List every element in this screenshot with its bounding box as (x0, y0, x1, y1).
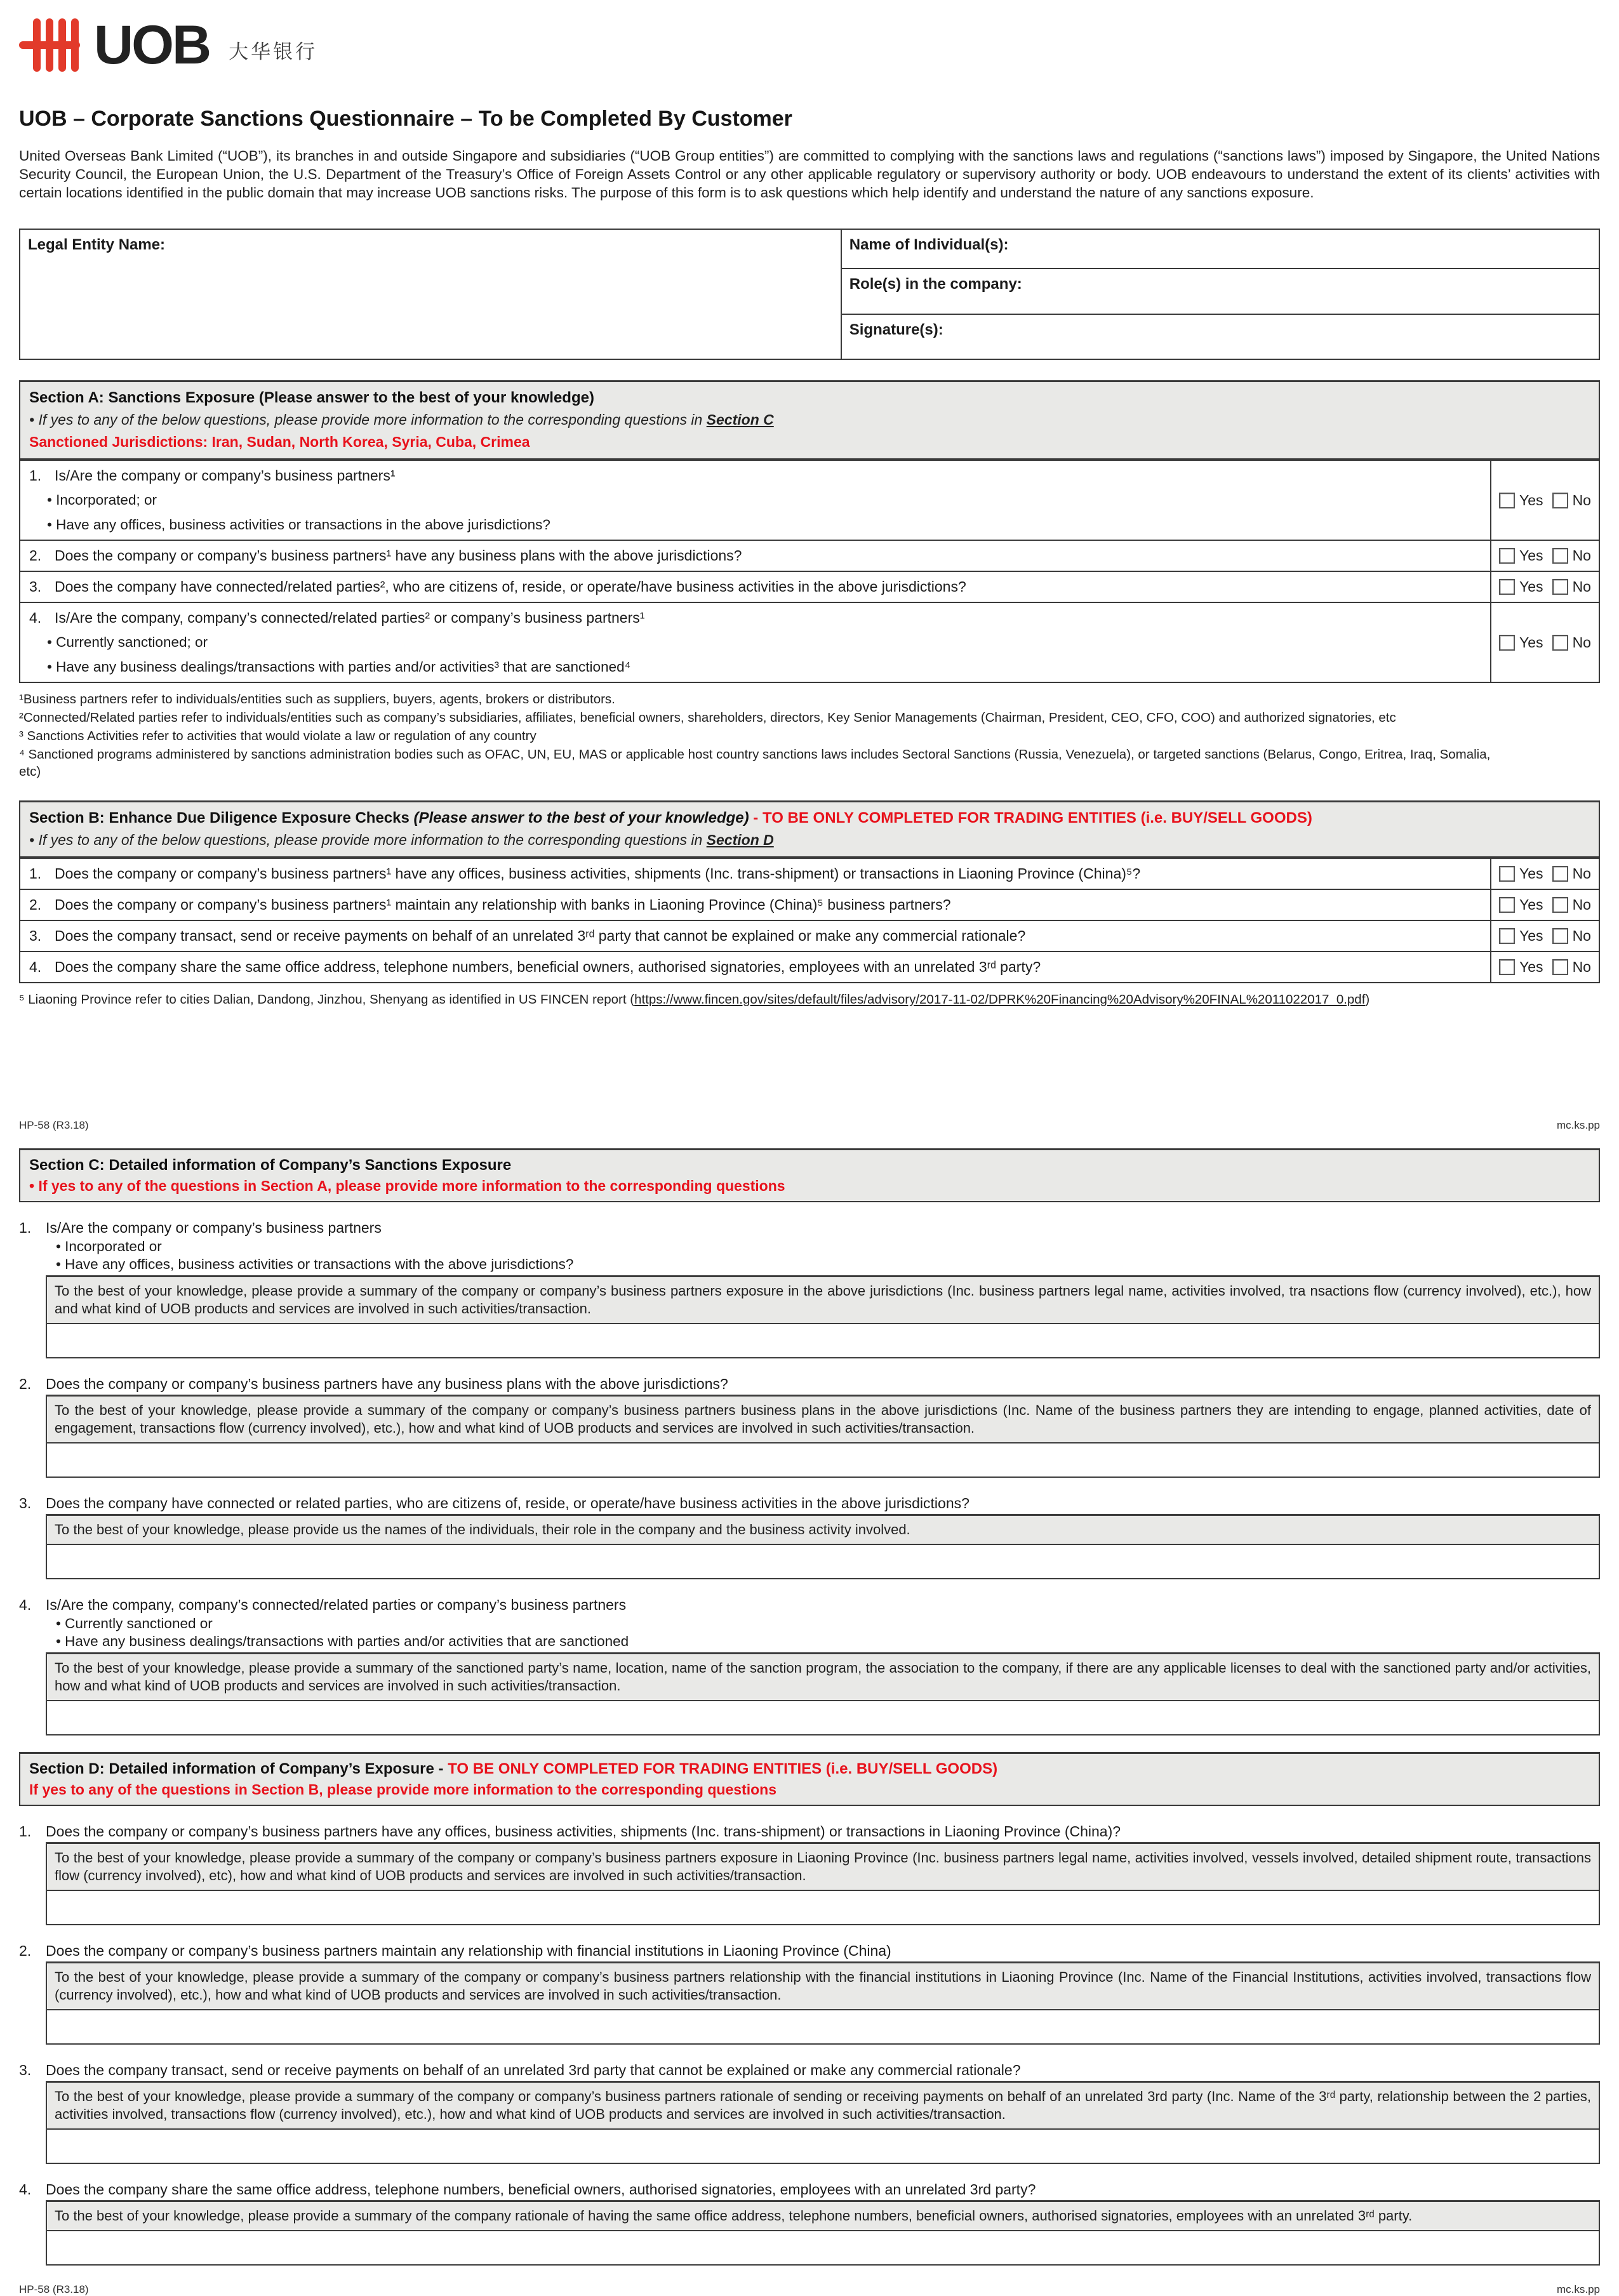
instruction-text: To the best of your knowledge, please provide a summary of the company or company’s business partners business plans in the above jurisdictions (Inc. Name of the business partners they are intending to engage, planned activities, date of engagement, transactions flow (currency involved), etc.), how and what kind of UOB products and services are involved in such activities/transaction. (47, 1397, 1599, 1443)
section-c-item-1 (19, 1219, 1600, 1358)
no-label: No (1572, 578, 1591, 595)
section-a-question-row-2 (20, 540, 1599, 571)
section-b-question-row-3 (20, 920, 1599, 951)
footnote-5-text: ⁵ Liaoning Province refer to cities Dalian, Dandong, Jinzhou, Shenyang as identified in US FINCEN report ( (19, 992, 635, 1007)
question-number: 1. (29, 467, 42, 484)
no-label: No (1572, 547, 1591, 564)
question-text: Does the company or company’s business partners maintain any relationship with financial institutions in Liaoning Province (China) (46, 1942, 891, 1959)
instruction-text: To the best of your knowledge, please provide a summary of the company or company’s business partners rationale of sending or receiving payments on behalf of an unrelated 3rd party (Inc. Name of the 3ʳᵈ party, relationship between the 2 parties, activities involved, transactions flow (currency involved), etc.), how and what kind of UOB products and services are involved in such activities/transaction. (47, 2083, 1599, 2130)
answer-block (46, 1275, 1600, 1358)
answer-box[interactable] (47, 1443, 1599, 1476)
form-code: HP-58 (R3.18) (19, 2283, 89, 2295)
footnote-5 (19, 992, 1600, 1007)
section-d-reference-link: Section D (706, 832, 774, 848)
question-text: Is/Are the company, company’s connected/related parties² or company’s business partners¹ (55, 609, 645, 626)
roles-in-company-field[interactable]: Role(s) in the company: (841, 269, 1599, 314)
yes-label: Yes (1519, 959, 1543, 975)
question-number: 3. (29, 578, 42, 595)
yes-label: Yes (1519, 634, 1543, 651)
no-label: No (1572, 927, 1591, 944)
question-text: Does the company have connected or related parties, who are citizens of, reside, or operate/have business activities in the above jurisdictions? (46, 1495, 969, 1511)
question-text: Does the company or company’s business partners¹ have any business plans with the above jurisdictions? (55, 547, 742, 564)
answer-box[interactable] (47, 1324, 1599, 1357)
answer-box[interactable] (47, 1891, 1599, 1924)
instruction-text: To the best of your knowledge, please provide a summary of the company rationale of having the same office address, telephone numbers, beneficial owners, authorised signatories, employees with an unrelated 3ʳᵈ party. (47, 2202, 1599, 2231)
section-a-header (20, 382, 1599, 460)
no-label: No (1572, 491, 1591, 508)
footnote-2: ²Connected/Related parties refer to individuals/entities such as company’s subsidiaries, affiliates, beneficial owners, shareholders, directors, Key Senior Managements (Chairman, President, CEO, CFO, COO) and authorized signatories, etc (19, 710, 1396, 725)
yes-checkbox[interactable] (1499, 866, 1515, 882)
yes-label: Yes (1519, 896, 1543, 913)
no-checkbox[interactable] (1552, 928, 1568, 944)
section-c-header (19, 1148, 1600, 1202)
section-d-title-main: Section D: Detailed information of Company’s Exposure - (29, 1760, 448, 1777)
answer-box[interactable] (47, 1545, 1599, 1578)
answer-box[interactable] (47, 2130, 1599, 2163)
instruction-text: To the best of your knowledge, please provide a summary of the company or company’s business partners exposure in the above jurisdictions (Inc. business partners legal name, activities involved, tra nsactions flow (currency involved), etc.), how and what kind of UOB products and services are involved in such activities/transaction. (47, 1277, 1599, 1324)
question-text: Is/Are the company, company’s connected/related parties or company’s business partners (46, 1596, 627, 1613)
question-number: 4. (29, 959, 42, 975)
question-text: Does the company have connected/related parties², who are citizens of, reside, or operate/have business activities in the above jurisdictions? (55, 578, 966, 595)
question-text: Does the company transact, send or receive payments on behalf of an unrelated 3ʳᵈ party that cannot be explained or make any commercial rationale? (55, 927, 1026, 944)
fincen-report-link[interactable]: https://www.fincen.gov/sites/default/files/advisory/2017-11-02/DPRK%20Financing%20Advisory%20FINAL%2011022017_0.pdf (634, 992, 1366, 1007)
question-number: 4. (19, 2181, 32, 2198)
answer-block (46, 2081, 1600, 2164)
section-d-title (29, 1760, 1590, 1778)
yes-label: Yes (1519, 927, 1543, 944)
section-d-item-1 (19, 1822, 1600, 1925)
question-bullet: • Incorporated or (56, 1238, 162, 1254)
section-c-item-4 (19, 1596, 1600, 1735)
yes-label: Yes (1519, 547, 1543, 564)
section-b-header (20, 802, 1599, 858)
question-number: 1. (19, 1823, 32, 1840)
answer-block (46, 1395, 1600, 1478)
section-d-item-4 (19, 2180, 1600, 2266)
section-a-question-row-1 (20, 460, 1599, 540)
question-number: 4. (19, 1596, 32, 1613)
section-a-title: Section A: Sanctions Exposure (Please answer to the best of your knowledge) (29, 389, 594, 406)
no-label: No (1572, 634, 1591, 651)
section-b-title-red: - TO BE ONLY COMPLETED FOR TRADING ENTITIES (i.e. BUY/SELL GOODS) (749, 809, 1312, 826)
no-checkbox[interactable] (1552, 897, 1568, 913)
page-2-footer (19, 2283, 1600, 2296)
question-text: Does the company share the same office address, telephone numbers, beneficial owners, authorised signatories, employees with an unrelated 3ʳᵈ party? (55, 959, 1041, 975)
section-b-question-row-4 (20, 951, 1599, 982)
section-c-note: • If yes to any of the questions in Section A, please provide more information to the corresponding questions (29, 1178, 785, 1194)
yes-checkbox[interactable] (1499, 548, 1515, 564)
section-b-title-italic: (Please answer to the best of your knowledge) (413, 809, 749, 826)
question-bullet: • Have any offices, business activities or transactions with the above jurisdictions? (56, 1256, 574, 1272)
no-checkbox[interactable] (1552, 579, 1568, 595)
section-a-note-text: • If yes to any of the below questions, please provide more information to the corresponding questions in (29, 411, 707, 428)
section-d-item-2 (19, 1942, 1600, 2045)
section-a-note (29, 411, 1590, 428)
yes-checkbox[interactable] (1499, 928, 1515, 944)
question-number: 3. (19, 1495, 32, 1511)
question-number: 2. (29, 896, 42, 913)
section-c-reference-link: Section C (706, 411, 774, 428)
section-b-title-main: Section B: Enhance Due Diligence Exposure Checks (29, 809, 414, 826)
no-label: No (1572, 896, 1591, 913)
question-number: 3. (29, 927, 42, 944)
yes-label: Yes (1519, 491, 1543, 508)
question-number: 1. (29, 865, 42, 882)
uob-logo-chinese: 大华银行 (229, 40, 318, 63)
page-title: UOB – Corporate Sanctions Questionnaire – To be Completed By Customer (19, 107, 792, 131)
answer-block (46, 1514, 1600, 1579)
question-text: Is/Are the company or company’s business partners¹ (55, 467, 396, 484)
no-checkbox[interactable] (1552, 635, 1568, 651)
question-number: 3. (19, 2062, 32, 2078)
uob-logo-icon (19, 18, 83, 72)
question-bullet: • Incorporated; or (47, 492, 157, 508)
question-text: Does the company or company’s business partners¹ have any offices, business activities, shipments (Inc. trans-shipment) or transactions in Liaoning Province (China)⁵? (55, 865, 1141, 882)
answer-block (46, 1652, 1600, 1735)
signatures-field[interactable]: Signature(s): (841, 314, 1599, 359)
instruction-text: To the best of your knowledge, please provide us the names of the individuals, their role in the company and the business activity involved. (47, 1516, 1599, 1545)
yes-checkbox[interactable] (1499, 959, 1515, 975)
section-c-title: Section C: Detailed information of Company’s Sanctions Exposure (29, 1157, 512, 1174)
question-number: 4. (29, 609, 42, 626)
yes-checkbox[interactable] (1499, 579, 1515, 595)
footnote-5-suffix: ) (1365, 992, 1370, 1007)
question-bullet: • Have any offices, business activities or transactions in the above jurisdictions? (47, 517, 550, 533)
uob-logo-text: UOB (94, 15, 210, 76)
question-number: 2. (19, 1376, 32, 1392)
sanctioned-jurisdictions-line: Sanctioned Jurisdictions: Iran, Sudan, North Korea, Syria, Cuba, Crimea (29, 434, 530, 450)
section-b (19, 800, 1600, 983)
section-b-question-row-2 (20, 889, 1599, 920)
question-bullet: • Have any business dealings/transactions with parties and/or activities³ that are sanctioned⁴ (47, 659, 631, 675)
yes-label: Yes (1519, 578, 1543, 595)
footnote-4: ⁴ Sanctioned programs administered by sanctions administration bodies such as OFAC, UN, EU, MAS or applicable host country sanctions laws includes Sectoral Sanctions (Russia, Venezuela), or targeted sanctions (Belarus, Congo, Eritrea, Iraq, Somalia, etc) (19, 747, 1491, 779)
no-checkbox[interactable] (1552, 493, 1568, 508)
instruction-text: To the best of your knowledge, please provide a summary of the company or company’s business partners exposure in Liaoning Province (Inc. business partners legal name, activities involved, vessels involved, detailed shipment route, transactions flow (currency involved), etc), how and what kind of UOB products and services are involved in such activities/transaction. (47, 1844, 1599, 1891)
no-checkbox[interactable] (1552, 548, 1568, 564)
section-b-question-row-1 (20, 858, 1599, 889)
question-text: Does the company share the same office address, telephone numbers, beneficial owners, authorised signatories, employees with an unrelated 3rd party? (46, 2181, 1036, 2198)
intro-paragraph: United Overseas Bank Limited (“UOB”), its branches in and outside Singapore and subsidiaries (“UOB Group entities”) are committed to complying with the sanctions laws and regulations (“sanctions laws”) imposed by Singapore, the United Nations Security Council, the European Union, the U.S. Department of the Treasury’s Office of Foreign Assets Control or any other applicable regulatory or supervisory authority or body. UOB endeavours to understand the extent of its clients’ activities with certain locations identified in the public domain that may increase UOB sanctions risks. The purpose of this form is to ask questions which help identify and understand the nature of any sanctions exposure. (19, 148, 1600, 201)
section-b-note-text: • If yes to any of the below questions, please provide more information to the corresponding questions in (29, 832, 707, 848)
yes-checkbox[interactable] (1499, 897, 1515, 913)
section-d-title-red: TO BE ONLY COMPLETED FOR TRADING ENTITIES (i.e. BUY/SELL GOODS) (448, 1760, 998, 1777)
section-d-header (19, 1752, 1600, 1806)
yes-checkbox[interactable] (1499, 493, 1515, 508)
form-code: HP-58 (R3.18) (19, 1119, 89, 1131)
section-d-item-3 (19, 2061, 1600, 2164)
section-b-note (29, 832, 1590, 849)
question-number: 2. (29, 547, 42, 564)
section-d-note: If yes to any of the questions in Section B, please provide more information to the corresponding questions (29, 1781, 776, 1798)
no-checkbox[interactable] (1552, 866, 1568, 882)
section-a-question-row-3 (20, 571, 1599, 602)
section-a (19, 380, 1600, 683)
answer-block (46, 2200, 1600, 2266)
footnote-1: ¹Business partners refer to individuals/entities such as suppliers, buyers, agents, brokers or distributors. (19, 692, 615, 707)
question-bullet: • Currently sanctioned or (56, 1616, 213, 1631)
entity-table (19, 229, 1600, 360)
footer-right-code: mc.ks.pp (1556, 2283, 1600, 2295)
section-c-item-3 (19, 1494, 1600, 1579)
answer-block (46, 1842, 1600, 1925)
question-bullet: • Currently sanctioned; or (47, 634, 208, 650)
answer-box[interactable] (47, 2231, 1599, 2264)
instruction-text: To the best of your knowledge, please provide a summary of the company or company’s business partners relationship with the financial institutions in Liaoning Province (Inc. Name of the Financial Institutions, activities involved, transactions flow (currency involved), etc.), how and what kind of UOB products and services are involved in such activities/transaction. (47, 1963, 1599, 2010)
section-a-footnotes (19, 691, 1600, 780)
answer-box[interactable] (47, 2010, 1599, 2043)
page-1-footer (19, 1119, 1600, 1132)
yes-checkbox[interactable] (1499, 635, 1515, 651)
question-text: Is/Are the company or company’s business partners (46, 1219, 382, 1236)
name-of-individuals-field[interactable]: Name of Individual(s): (841, 229, 1599, 269)
question-text: Does the company or company’s business partners have any offices, business activities, shipments (Inc. trans-shipment) or transactions in Liaoning Province (China)? (46, 1823, 1121, 1840)
no-label: No (1572, 959, 1591, 975)
question-text: Does the company or company’s business partners have any business plans with the above jurisdictions? (46, 1376, 728, 1392)
answer-box[interactable] (47, 1701, 1599, 1734)
section-c-item-2 (19, 1375, 1600, 1478)
question-text: Does the company or company’s business partners¹ maintain any relationship with banks in Liaoning Province (China)⁵ business partners? (55, 896, 951, 913)
question-number: 1. (19, 1219, 32, 1236)
section-b-title (29, 809, 1590, 827)
yes-label: Yes (1519, 865, 1543, 882)
answer-block (46, 1961, 1600, 2045)
instruction-text: To the best of your knowledge, please provide a summary of the sanctioned party’s name, location, name of the sanction program, the association to the company, if there are any applicable licenses to deal with the sanctioned party and/or activities, how and what kind of UOB products and services are involved in such activities/transaction. (47, 1654, 1599, 1701)
no-label: No (1572, 865, 1591, 882)
question-number: 2. (19, 1942, 32, 1959)
footer-right-code: mc.ks.pp (1556, 1119, 1600, 1131)
section-a-question-row-4 (20, 602, 1599, 682)
no-checkbox[interactable] (1552, 959, 1568, 975)
header-logo-row (19, 0, 1600, 74)
legal-entity-name-field[interactable]: Legal Entity Name: (20, 229, 841, 359)
question-text: Does the company transact, send or receive payments on behalf of an unrelated 3rd party that cannot be explained or make any commercial rationale? (46, 2062, 1021, 2078)
question-bullet: • Have any business dealings/transactions with parties and/or activities that are sanctioned (56, 1633, 629, 1649)
footnote-3: ³ Sanctions Activities refer to activities that would violate a law or regulation of any country (19, 729, 536, 743)
